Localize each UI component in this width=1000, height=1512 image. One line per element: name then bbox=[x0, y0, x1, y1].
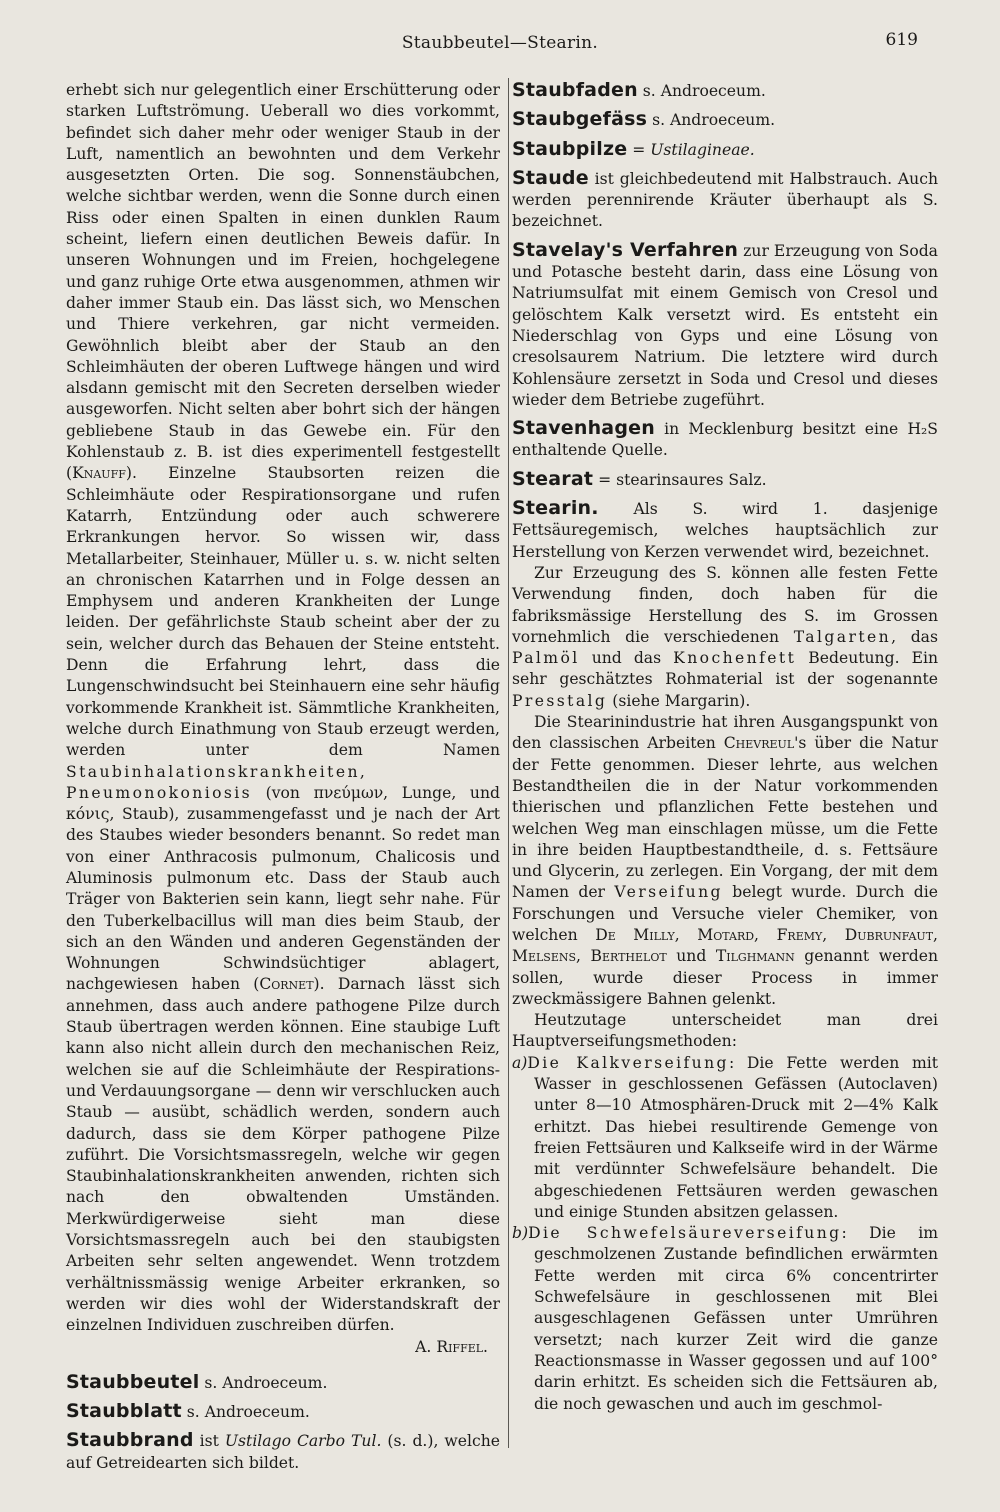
stearin-para-raw-materials: Zur Erzeugung des S. können alle festen Fette Verwendung finden, doch haben für die fabriksmässige Herstellung des S. im Grossen vornehmlich die verschiedenen Talgarten, das Palmöl und das Knochenfett Bedeutung. Ein sehr geschätztes Rohmaterial ist der sogenannte Presstalg (siehe Margarin). bbox=[512, 563, 938, 710]
author-ref-cornet: Cornet bbox=[259, 975, 314, 994]
stearin-para-methods: Heutzutage unterscheidet man drei Hauptverseifungsmethoden: bbox=[512, 1011, 938, 1051]
headword-stavenhagen: Stavenhagen bbox=[512, 417, 655, 440]
author-ref-tilghmann: Tilghmann bbox=[715, 947, 795, 966]
entry-staubblatt: Staubblatt s. Androeceum. bbox=[66, 1400, 310, 1423]
headword-staubpilze: Staubpilze bbox=[512, 137, 628, 160]
headword-staubfaden: Staubfaden bbox=[512, 79, 638, 101]
column-divider bbox=[508, 78, 509, 1448]
staub-article-body: erhebt sich nur gelegentlich einer Erschütterung oder starken Luftströmung. Ueberall wo dies vorkommt, befindet sich daher mehr oder weniger Staub in der Luft, namentlich an bewohnten und dem Verkehr ausgesetzten Orten. Die sog. Sonnenstäubchen, welche sichtbar werden, wenn die Sonne durch einen Riss oder einen Spalten in einen dunklen Raum scheint, liefern einen deutlichen Beweis dafür. In unseren Wohnungen und im Freien, hochgelegene und ganz ruhige Orte etwa ausgenommen, athmen wir daher immer Staub ein. Das lässt sich, wo Menschen und Thiere verkehren, gar nicht vermeiden. Gewöhnlich bleibt aber der Staub an den Schleimhäuten der oberen Luftwege hängen und wird alsdann gemischt mit den Secreten derselben wieder ausgeworfen. Nicht selten aber bohrt sich der hängen gebliebene Staub in das Gewebe ein. Für den Kohlenstaub z. B. ist dies experimentell festgestellt (Knauff). Einzelne Staubsorten reizen die Schleimhäute oder Respirationsorgane und rufen Katarrh, Entzündung oder auch schwerere Erkrankungen hervor. So wissen wir, dass Metallarbeiter, Steinhauer, Müller u. s. w. nicht selten an chronischen Katarrhen und in Folge dessen an Emphysem und anderen Krankheiten der Lunge leiden. Der gefährlichste Staub scheint aber der zu sein, welcher durch das Behauen der Steine entsteht. Denn die Erfahrung lehrt, dass die Lungenschwindsucht bei Steinhauern eine sehr häufig vorkommende Krankheit ist. Sämmtliche Krankheiten, welche durch Einathmung von Staub erzeugt werden, werden unter dem Namen Staubinhalationskrankheiten, Pneumonokoniosis (von πνεύμων, Lunge, und κόνις, Staub), zusammengefasst und je nach der Art des Staubes wieder besonders benannt. So redet man von einer Anthracosis pulmonum, Chalicosis und Aluminosis pulmonum etc. Dass der Staub auch Träger von Bakterien sein kann, liegt sehr nahe. Für den Tuberkelbacillus will man dies beim Staub, der sich an den Wänden und anderen Gegenständen der Wohnungen Schwindsüchtiger ablagert, nachgewiesen haben (Cornet). Darnach lässt sich annehmen, dass auch andere pathogene Pilze durch Staub übertragen werden können. Eine staubige Luft kann also nicht allein durch den mechanischen Reiz, welchen sie auf die Schleimhäute der Respirations- und Verdauungsorgane — denn wir verschlucken auch Staub — ausübt, schädlich werden, sondern auch dadurch, dass sie dem Körper pathogene Pilze zuführt. Die Vorsichtsmassregeln, welche wir gegen Staubinhalationskrankheiten anwenden, richten sich nach den obwaltenden Umständen. Merkwürdigerweise sieht man diese Vorsichtsmassregeln auch bei den staubigsten Arbeiten sehr selten angewendet. Wenn trotzdem verhältnissmässig wenige Arbeiter erkranken, so werden wir dies wohl der Widerstandskraft der einzelnen Individuen zuschreiben dürfen. bbox=[66, 81, 500, 1335]
headword-staubgefaess: Staubgefäss bbox=[512, 108, 648, 131]
entry-stearat: Stearat = stearinsaures Salz. bbox=[512, 467, 767, 490]
term-pneumonokoniosis: Pneumonokoniosis bbox=[66, 783, 253, 802]
headword-staubbrand: Staubbrand bbox=[66, 1429, 194, 1452]
term-staubinhalation: Staubinhalationskrankheiten bbox=[66, 762, 360, 781]
page-number: 619 bbox=[885, 30, 918, 50]
author-signature: A. Riffel. bbox=[415, 1337, 488, 1356]
method-b-schwefelsaeure: b)Die Schwefelsäureverseifung: Die im geschmolzenen Zustande befindlichen erwärmten Fette werden mit circa 6% concentrirter Schwefelsäure in geschlossenen mit Blei ausgeschlagenen Gefässen unter Umrühren versetzt; nach kurzer Zeit wird die ganze Reactionsmasse in Wasser gegossen und auf 100° darin erhitzt. Es scheiden sich die Fettsäuren ab, die noch gewaschen und auch im geschmol- bbox=[512, 1224, 938, 1413]
stearin-para-history: Die Stearinindustrie hat ihren Ausgangspunkt von den classischen Arbeiten Chevreul's über die Natur der Fette genommen. Dieser lehrte, aus welchen Bestandtheilen die in der Natur vorkommenden thierischen und pflanzlichen Fette bestehen und welchen Weg man einschlagen müsse, um die Fette in ihre beiden Hauptbestandtheile, d. s. Fettsäure und Glycerin, zu zerlegen. Ein Vorgang, der mit dem Namen der Verseifung belegt wurde. Durch die Forschungen und Versuche vieler Chemiker, von welchen De Milly, Motard, Fremy, Dubrunfaut, Melsens, Berthelot und Tilghmann genannt werden sollen, wurde dieser Process in immer zweckmässigere Bahnen gelenkt. bbox=[512, 713, 939, 1008]
headword-stavelay: Stavelay's Verfahren bbox=[512, 238, 739, 261]
author-ref-chevreul: Chevreul bbox=[723, 734, 795, 753]
headword-staude: Staude bbox=[512, 166, 589, 189]
entry-stavelay: Stavelay's Verfahren zur Erzeugung von Soda und Potasche besteht darin, dass eine Lösung von Natriumsulfat mit einem Gemisch von Cresol und gelöschtem Kalk versetzt wird. Es entsteht ein Niederschlag von Gyps und eine Lösung von cresolsaurem Natrium. Die letztere wird durch Kohlensäure zersetzt in Soda und Cresol und dieses wieder dem Betriebe zugeführt. bbox=[512, 238, 938, 409]
entry-stavenhagen: Stavenhagen in Mecklenburg besitzt eine H₂S enthaltende Quelle. bbox=[512, 417, 938, 460]
left-column bbox=[66, 80, 500, 1474]
headword-staubblatt: Staubblatt bbox=[66, 1400, 182, 1423]
entry-stearin: Stearin. Als S. wird 1. dasjenige Fettsäuregemisch, welches hauptsächlich zur Herstellung von Kerzen verwendet wird, bezeichnet. bbox=[512, 497, 938, 561]
headword-stearin: Stearin. bbox=[512, 497, 599, 520]
entry-staubbeutel: Staubbeutel s. Androeceum. bbox=[66, 1370, 328, 1393]
author-ref-chemists: De Milly, Motard, Fremy, Dubrunfaut, Melsens, Berthelot bbox=[512, 925, 938, 966]
running-head: Staubbeutel—Stearin. bbox=[401, 33, 599, 53]
entry-staubpilze: Staubpilze = Ustilagineae. bbox=[512, 137, 755, 160]
right-column bbox=[512, 80, 938, 1415]
headword-stearat: Stearat bbox=[512, 467, 594, 490]
author-ref-knauff: Knauff bbox=[72, 464, 126, 483]
method-a-kalkverseifung: a)Die Kalkverseifung: Die Fette werden mit Wasser in geschlossenen Gefässen (Autoclaven) unter 8—10 Atmosphären-Druck mit 2—4% Kalk erhitzt. Das hiebei resultirende Gemenge von freien Fettsäuren und Kalkseife wird in der Wärme mit verdünnter Schwefelsäure behandelt. Die abgeschiedenen Fettsäuren werden gewaschen und einige Stunden absitzen gelassen. bbox=[512, 1053, 938, 1221]
entry-staude: Staude ist gleichbedeutend mit Halbstrauch. Auch werden perennirende Kräuter überhaupt als S. bezeichnet. bbox=[512, 166, 938, 231]
entry-staubgefaess: Staubgefäss s. Androeceum. bbox=[512, 108, 776, 131]
headword-staubbeutel: Staubbeutel bbox=[66, 1370, 200, 1393]
entry-staubfaden: Staubfaden s. Androeceum. bbox=[512, 79, 766, 101]
entry-staubbrand: Staubbrand ist Ustilago Carbo Tul. (s. d.), welche auf Getreidearten sich bildet. bbox=[66, 1429, 500, 1472]
